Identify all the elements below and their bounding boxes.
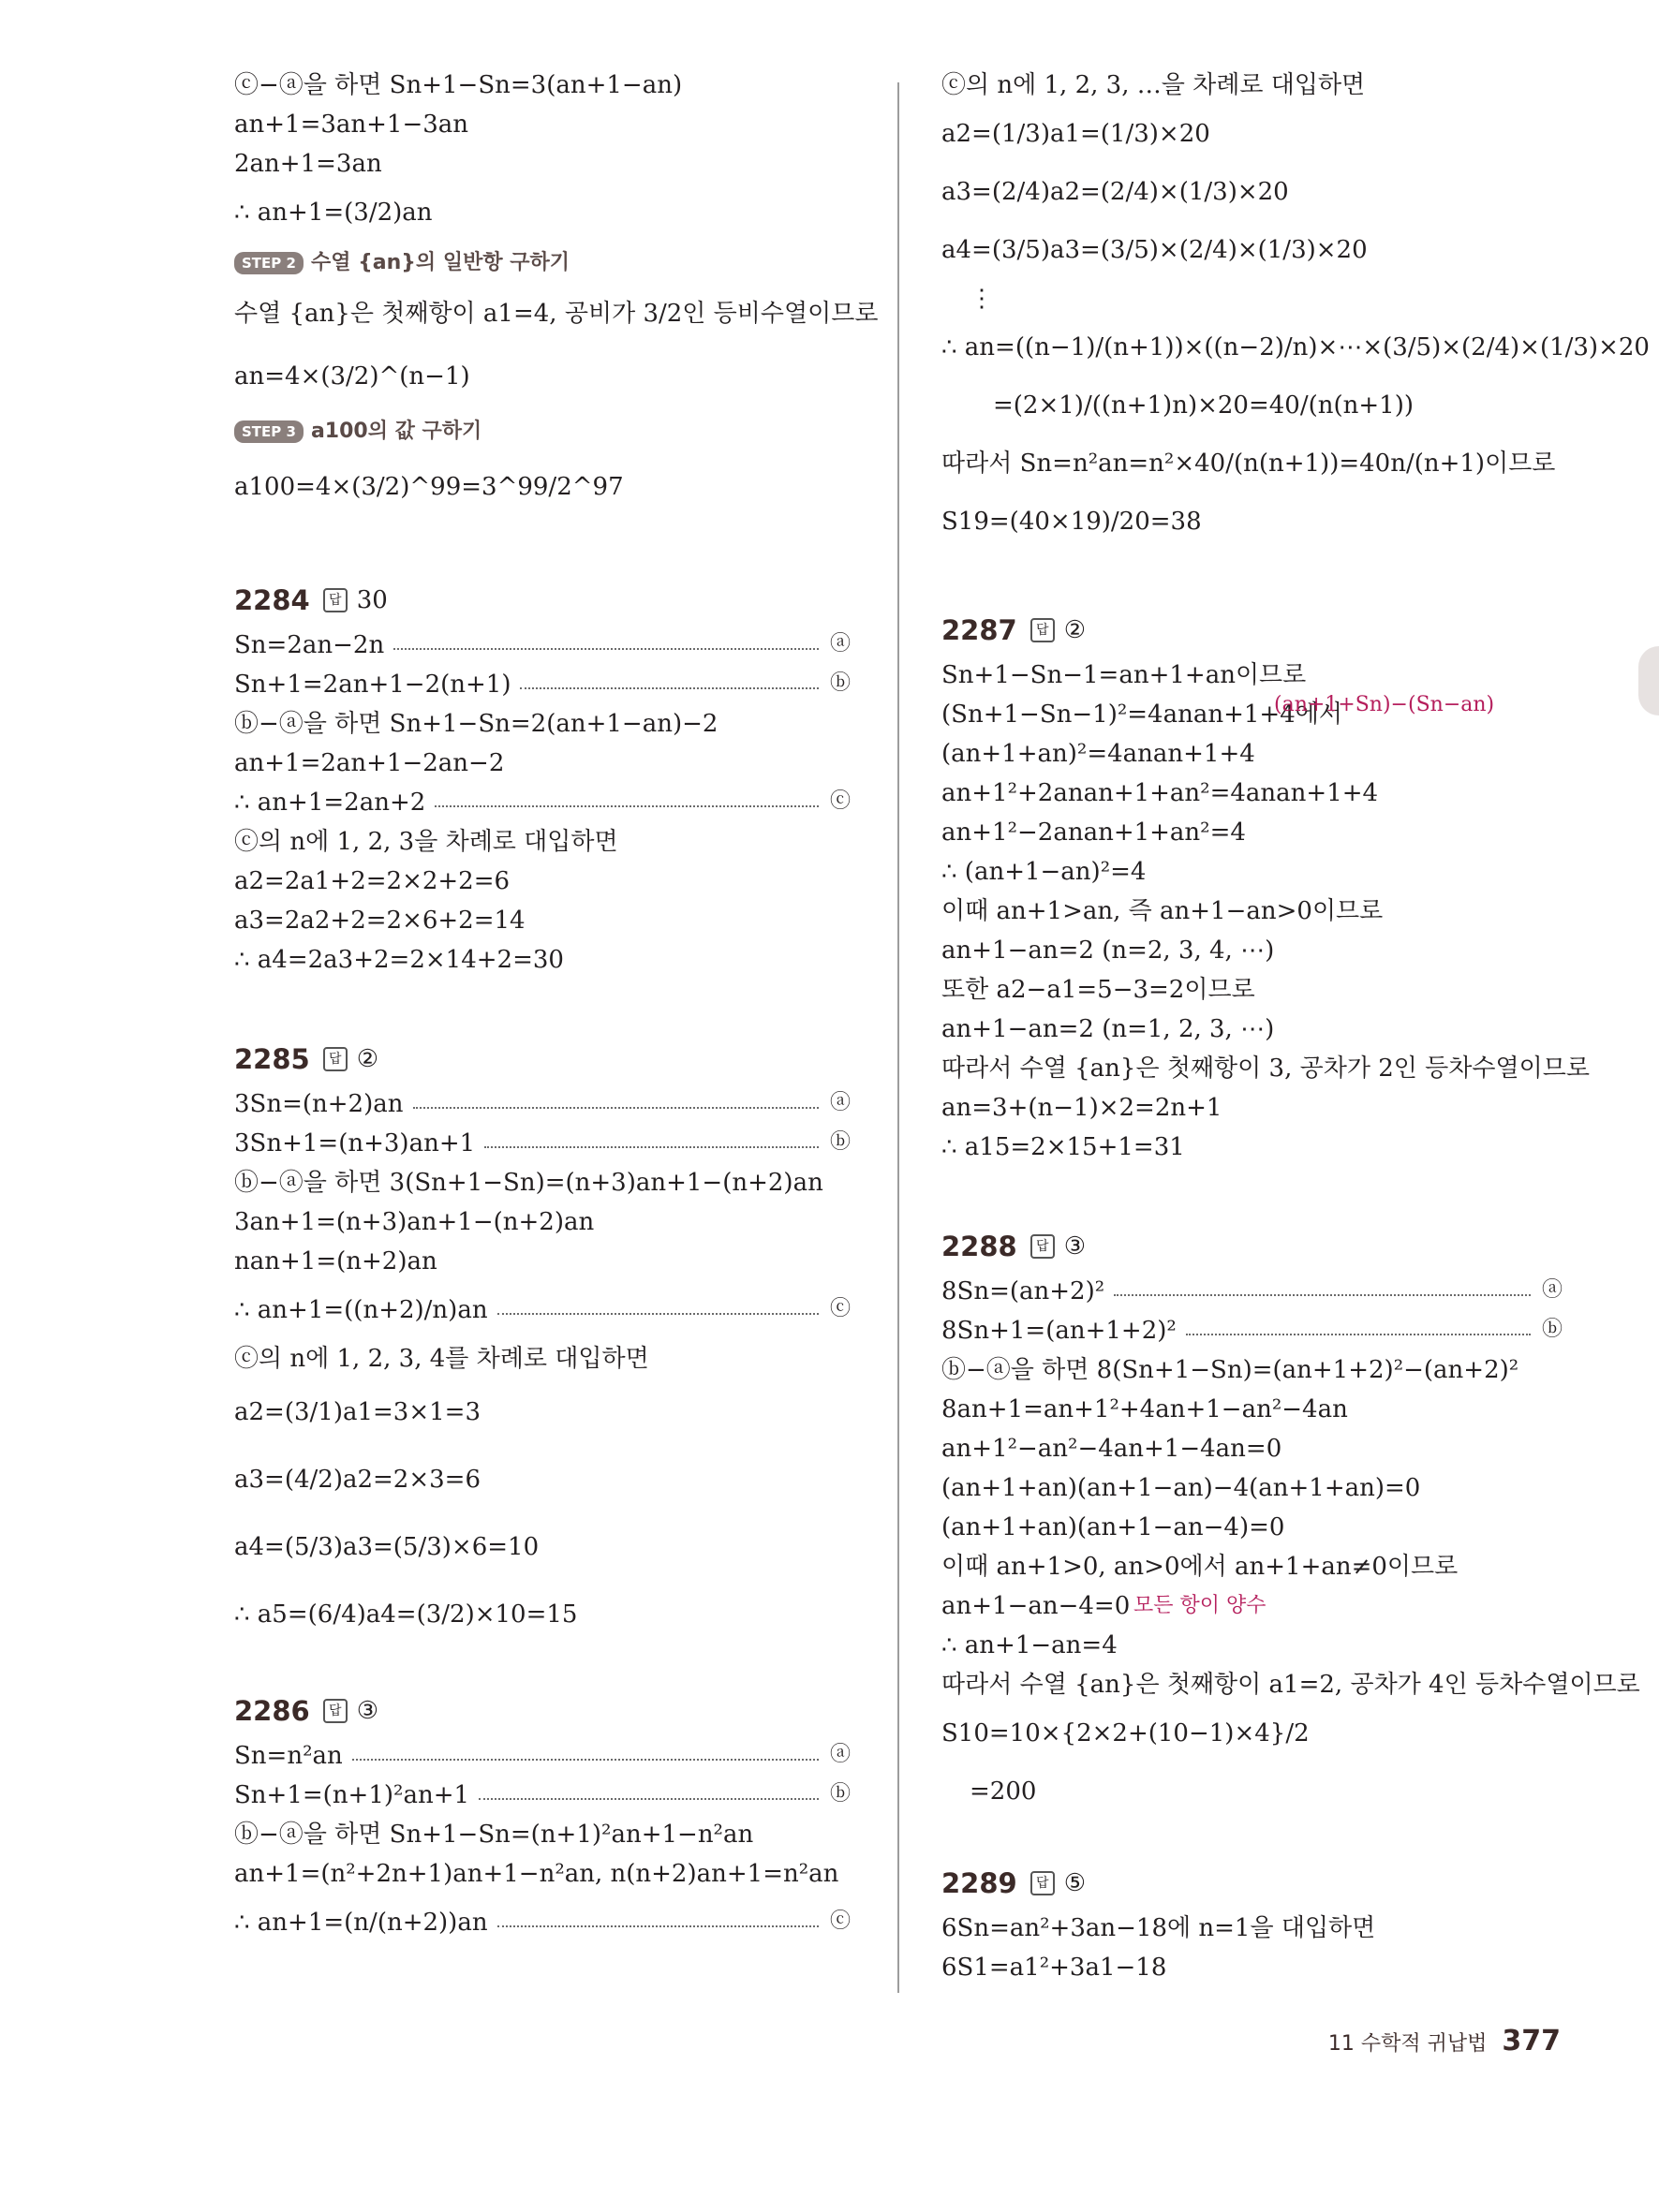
solution-line: an=3+(n−1)×2=2n+1: [941, 1094, 1222, 1122]
answer-value: ③: [1063, 1232, 1087, 1261]
solution-line: Sn=2an−2n ⓐ: [234, 631, 851, 659]
solution-line: 8an+1=an+1²+4an+1−an²−4an: [941, 1395, 1348, 1423]
solution-line: 또한 a2−a1=5−3=2이므로: [941, 976, 1255, 1004]
step-badge: STEP 2: [234, 252, 304, 274]
step-badge: STEP 3: [234, 420, 304, 443]
right-column: [941, 66, 1650, 1987]
solution-line: a4=(5/3)a3=(5/3)×6=10: [234, 1533, 540, 1561]
solution-line: an+1²−an²−4an+1−4an=0: [941, 1435, 1282, 1463]
problem-header-2284: [234, 575, 852, 626]
solution-line: 따라서 수열 {an}은 첫째항이 a1=2, 공차가 4인 등차수열이므로: [941, 1671, 1640, 1699]
solution-line: 6Sn=an²+3an−18에 n=1을 대입하면: [941, 1914, 1376, 1942]
solution-line: 따라서 수열 {an}은 첫째항이 3, 공차가 2인 등차수열이므로: [941, 1054, 1590, 1083]
solution-line: 따라서 Sn=n²an=n²×40/(n(n+1))=40n/(n+1)이므로: [941, 450, 1556, 478]
solution-line: (an+1+an)²=4anan+1+4: [941, 740, 1255, 768]
answer-label-icon: 답: [323, 1047, 348, 1071]
circled-label: ⓑ: [829, 671, 851, 695]
solution-line: 3an+1=(n+3)an+1−(n+2)an: [234, 1208, 595, 1236]
solution-line: 3Sn=(n+2)an ⓐ: [234, 1090, 851, 1118]
solution-line: ∴ an+1=((n+2)/n)an ⓒ: [234, 1296, 851, 1324]
solution-line: S19=(40×19)/20=38: [941, 508, 1202, 536]
column-divider: [897, 82, 899, 1993]
solution-line: ⓒ의 n에 1, 2, 3, 4를 차례로 대입하면: [234, 1345, 649, 1373]
solution-line: Sn+1=2an+1−2(n+1) ⓑ: [234, 671, 851, 699]
page-footer: [1328, 2025, 1561, 2057]
solution-line: 이때 an+1>an, 즉 an+1−an>0이므로: [941, 897, 1384, 925]
solution-line: (Sn+1−Sn−1)²=4anan+1+4에서 (an+1+Sn)−(Sn−an): [941, 695, 1564, 734]
circled-label: ⓑ: [1541, 1318, 1563, 1341]
circled-label: ⓒ: [829, 1910, 851, 1933]
solution-line: a3=2a2+2=2×6+2=14: [234, 907, 526, 935]
solution-line: an+1−an=2 (n=1, 2, 3, ⋯): [941, 1015, 1275, 1043]
answer-label-icon: 답: [1030, 1871, 1055, 1895]
solution-line: a2=(3/1)a1=3×1=3: [234, 1398, 481, 1426]
solution-line: Sn+1−Sn−1=an+1+an이므로: [941, 661, 1307, 689]
problem-header-2287: [941, 605, 1564, 656]
solution-line: Sn=n²an ⓐ: [234, 1742, 851, 1770]
problem-number: 2289: [941, 1867, 1017, 1899]
solution-line: S10=10×{2×2+(10−1)×4}/2: [941, 1719, 1310, 1747]
solution-line: an+1²+2anan+1+an²=4anan+1+4: [941, 779, 1379, 807]
problem-number: 2284: [234, 584, 310, 616]
solution-line: =200: [970, 1777, 1037, 1806]
circled-label: ⓐ: [829, 1091, 851, 1114]
chapter-title: 11 수학적 귀납법: [1327, 2032, 1488, 2056]
solution-line: 이때 an+1>0, an>0에서 an+1+an≠0이므로: [941, 1553, 1459, 1581]
step3-heading: [234, 410, 852, 453]
left-column: [234, 66, 879, 1952]
circled-label: ⓑ: [829, 1782, 851, 1806]
solution-line: a3=(4/2)a2=2×3=6: [234, 1466, 481, 1494]
answer-label-icon: 답: [323, 1699, 348, 1723]
answer-value: ②: [1063, 616, 1087, 644]
annotation-note: 모든 항이 양수: [1133, 1594, 1266, 1617]
solution-line: an+1=3an+1−3an: [234, 111, 469, 139]
answer-value: ⑤: [1063, 1869, 1087, 1897]
annotation-note: (an+1+Sn)−(Sn−an): [1274, 693, 1495, 716]
solution-line: ∴ a4=2a3+2=2×14+2=30: [234, 946, 564, 974]
step-title: 수열 {an}의 일반항 구하기: [310, 251, 570, 274]
solution-line: ⓑ−ⓐ을 하면 8(Sn+1−Sn)=(an+1+2)²−(an+2)²: [941, 1356, 1519, 1384]
circled-label: ⓐ: [829, 1743, 851, 1766]
solution-line: nan+1=(n+2)an: [234, 1247, 437, 1276]
solution-line: ∴ an+1=(3/2)an: [234, 199, 433, 227]
problem-number: 2286: [234, 1695, 310, 1727]
problem-number: 2285: [234, 1043, 310, 1075]
problem-header-2289: [941, 1858, 1564, 1909]
solution-line: ⋮: [970, 285, 994, 313]
problem-header-2288: [941, 1221, 1564, 1272]
solution-line: 3Sn+1=(n+3)an+1 ⓑ: [234, 1129, 851, 1158]
solution-line: an+1−an=2 (n=2, 3, 4, ⋯): [941, 936, 1275, 965]
solution-line: Sn+1=(n+1)²an+1 ⓑ: [234, 1781, 851, 1809]
solution-line: ⓒ−ⓐ을 하면 Sn+1−Sn=3(an+1−an): [234, 71, 683, 99]
solution-line: (an+1+an)(an+1−an)−4(an+1+an)=0: [941, 1474, 1421, 1502]
solution-line: ⓑ−ⓐ을 하면 Sn+1−Sn=(n+1)²an+1−n²an: [234, 1821, 754, 1849]
solution-line: ∴ a5=(6/4)a4=(3/2)×10=15: [234, 1600, 578, 1629]
solution-line: a2=(1/3)a1=(1/3)×20: [941, 120, 1210, 148]
solution-line: ∴ (an+1−an)²=4: [941, 858, 1147, 886]
circled-label: ⓐ: [1541, 1278, 1563, 1302]
answer-value: ②: [356, 1045, 379, 1073]
problem-header-2286: [234, 1686, 852, 1736]
answer-label-icon: 답: [1030, 1234, 1055, 1259]
solution-line: ⓒ의 n에 1, 2, 3을 차례로 대입하면: [234, 828, 618, 856]
solution-line: a4=(3/5)a3=(3/5)×(2/4)×(1/3)×20: [941, 236, 1368, 264]
answer-value: 30: [356, 586, 388, 614]
solution-line: 수열 {an}은 첫째항이 a1=4, 공비가 3/2인 등비수열이므로: [234, 300, 879, 328]
problem-number: 2287: [941, 614, 1017, 646]
chapter-side-tab: [1638, 646, 1659, 715]
answer-label-icon: 답: [1030, 618, 1055, 642]
solution-line: ∴ an+1−an=4: [941, 1631, 1118, 1659]
solution-line: 8Sn=(an+2)² ⓐ: [941, 1277, 1563, 1305]
circled-label: ⓐ: [829, 632, 851, 656]
solution-line: an=4×(3/2)^(n−1): [234, 362, 470, 391]
step-title: a100의 값 구하기: [310, 420, 482, 443]
solution-line: ∴ a15=2×15+1=31: [941, 1133, 1185, 1161]
problem-header-2285: [234, 1034, 852, 1084]
solution-line: ∴ an=((n−1)/(n+1))×((n−2)/n)×⋯×(3/5)×(2/4)×(1/3)×20: [941, 333, 1650, 361]
circled-label: ⓒ: [829, 1297, 851, 1320]
solution-line: an+1=2an+1−2an−2: [234, 749, 505, 777]
solution-line: ∴ an+1=2an+2 ⓒ: [234, 789, 851, 817]
solution-line: ⓑ−ⓐ을 하면 3(Sn+1−Sn)=(n+3)an+1−(n+2)an: [234, 1169, 823, 1197]
solution-line: ⓑ−ⓐ을 하면 Sn+1−Sn=2(an+1−an)−2: [234, 710, 718, 738]
solution-line: an+1=(n²+2n+1)an+1−n²an, n(n+2)an+1=n²an: [234, 1860, 839, 1888]
solution-line: a100=4×(3/2)^99=3^99/2^97: [234, 473, 624, 501]
problem-number: 2288: [941, 1231, 1017, 1262]
circled-label: ⓑ: [829, 1130, 851, 1154]
circled-label: ⓒ: [829, 789, 851, 813]
answer-value: ③: [356, 1697, 379, 1725]
solution-line: (an+1+an)(an+1−an−4)=0: [941, 1513, 1285, 1541]
solution-line: an+1²−2anan+1+an²=4: [941, 818, 1246, 847]
solution-line: a2=2a1+2=2×2+2=6: [234, 867, 511, 895]
step2-heading: [234, 242, 852, 285]
solution-line: 6S1=a1²+3a1−18: [941, 1954, 1167, 1982]
solution-line: ⓒ의 n에 1, 2, 3, …을 차례로 대입하면: [941, 71, 1366, 99]
solution-line: =(2×1)/((n+1)n)×20=40/(n(n+1)): [993, 391, 1414, 420]
answer-label-icon: 답: [323, 588, 348, 612]
solution-line: 2an+1=3an: [234, 150, 382, 178]
page-number: 377: [1502, 2025, 1561, 2057]
solution-line: ∴ an+1=(n/(n+2))an ⓒ: [234, 1909, 851, 1937]
solution-line: an+1−an−4=0 모든 항이 양수: [941, 1586, 1564, 1626]
solution-line: a3=(2/4)a2=(2/4)×(1/3)×20: [941, 178, 1289, 206]
solution-line: 8Sn+1=(an+1+2)² ⓑ: [941, 1317, 1563, 1345]
